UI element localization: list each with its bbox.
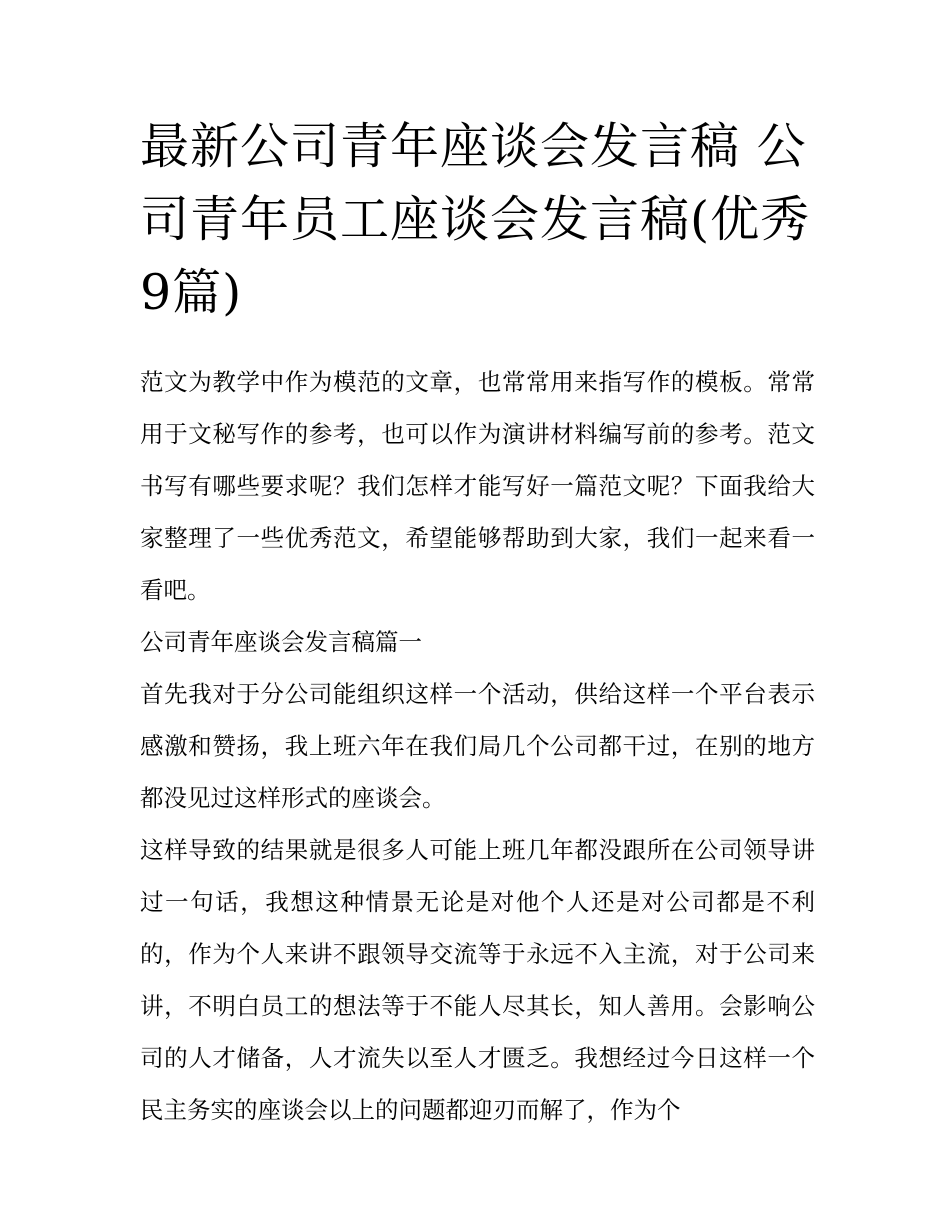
document-body	[140, 356, 815, 1136]
body-paragraph: 这样导致的结果就是很多人可能上班几年都没跟所在公司领导讲过一句话，我想这种情景无论是对他个人还是对公司都是不利的，作为个人来讲不跟领导交流等于永远不入主流，对于公司来讲，不明白员工的想法等于不能人尽其长，知人善用。会影响公司的人才储备，人才流失以至人才匮乏。我想经过今日这样一个民主务实的座谈会以上的问题都迎刃而解了，作为个	[140, 836, 815, 1124]
document-title: 最新公司青年座谈会发言稿 公司青年员工座谈会发言稿(优秀9篇)	[140, 118, 811, 321]
intro-paragraph: 范文为教学中作为模范的文章，也常常用来指写作的模板。常常用于文秘写作的参考，也可以作为演讲材料编写前的参考。范文书写有哪些要求呢？我们怎样才能写好一篇范文呢？下面我给大家整理了一些优秀范文，希望能够帮助到大家，我们一起来看一看吧。	[140, 368, 815, 604]
body-paragraph: 首先我对于分公司能组织这样一个活动，供给这样一个平台表示感激和赞扬，我上班六年在我们局几个公司都干过，在别的地方都没见过这样形式的座谈会。	[140, 680, 815, 812]
section-heading: 公司青年座谈会发言稿篇一	[140, 628, 422, 656]
